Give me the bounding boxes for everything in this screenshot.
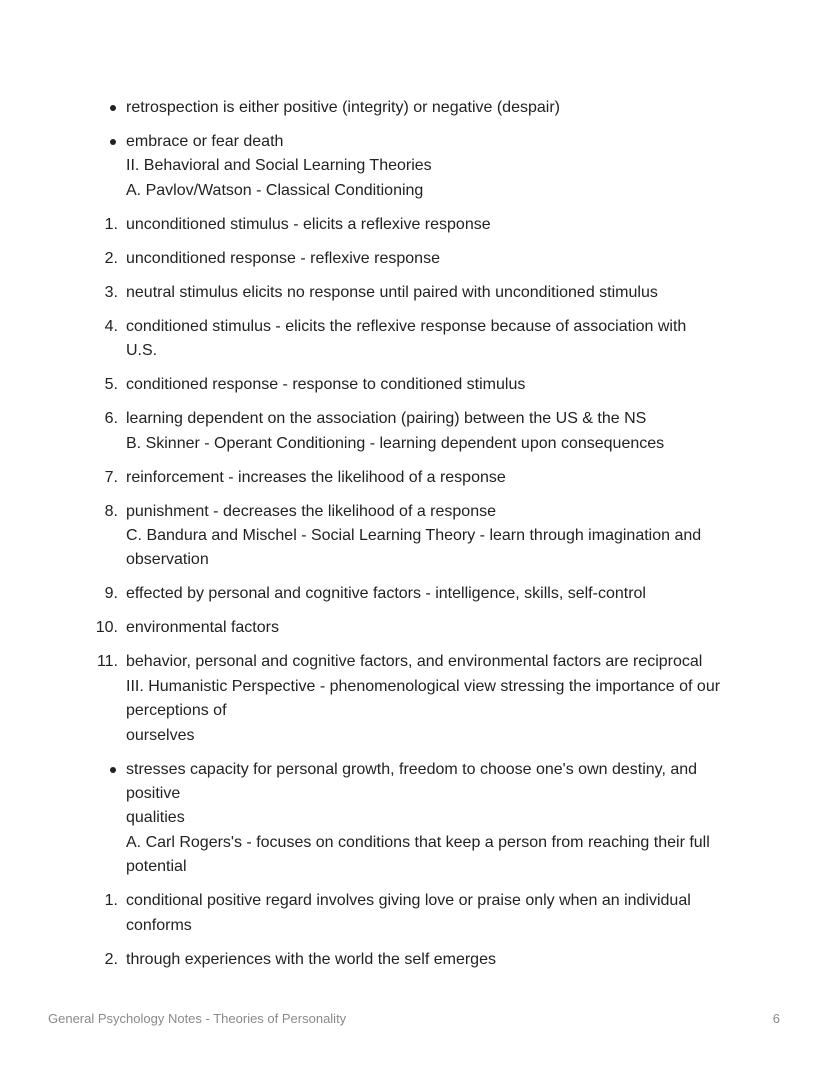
list-item	[0, 582, 828, 606]
list-item	[0, 96, 828, 120]
list-number: 11.	[96, 653, 118, 671]
list-item-text: unconditioned stimulus - elicits a reflexive response	[126, 215, 491, 233]
list-item	[0, 889, 828, 938]
list-item	[0, 616, 828, 640]
subsection-heading: A. Pavlov/Watson - Classical Conditioning	[126, 181, 424, 199]
list-item	[0, 373, 828, 397]
list-item-text: conditioned response - response to conditioned stimulus	[126, 376, 526, 394]
list-item	[0, 500, 828, 573]
list-item-text: unconditioned response - reflexive response	[126, 249, 440, 267]
list-number: 5.	[104, 376, 118, 394]
list-number: 1.	[104, 215, 118, 233]
list-number: 3.	[104, 283, 118, 301]
list-item	[0, 466, 828, 490]
list-number: 10.	[95, 619, 118, 637]
list-item-text: reinforcement - increases the likelihood of a response	[126, 468, 506, 486]
bullet-marker	[110, 767, 116, 773]
section-heading: II. Behavioral and Social Learning Theories	[126, 157, 432, 175]
list-number: 1.	[104, 892, 118, 910]
list-item-text: positive	[126, 785, 181, 803]
list-item-text: through experiences with the world the self emerges	[126, 950, 496, 968]
list-number: 2.	[104, 950, 118, 968]
list-item	[0, 948, 828, 972]
bullet-marker	[110, 139, 116, 145]
list-item-text: environmental factors	[126, 619, 279, 637]
notes-list	[0, 96, 828, 982]
list-number: 4.	[104, 317, 118, 335]
list-item	[0, 650, 828, 748]
list-item	[0, 315, 828, 364]
list-item-text: qualities	[126, 809, 185, 827]
list-item	[0, 130, 828, 203]
list-item-text: neutral stimulus elicits no response until paired with unconditioned stimulus	[126, 283, 658, 301]
list-item-text: conditioned stimulus - elicits the reflexive response because of association with	[126, 317, 687, 335]
list-item-text: stresses capacity for personal growth, freedom to choose one's own destiny, and	[126, 760, 698, 778]
list-number: 7.	[104, 468, 118, 486]
list-number: 9.	[104, 585, 118, 603]
list-item-text: effected by personal and cognitive factors - intelligence, skills, self-control	[126, 585, 646, 603]
footer-document-title: General Psychology Notes - Theories of Personality	[48, 1011, 347, 1026]
subsection-heading: A. Carl Rogers's - focuses on conditions that keep a person from reaching their full	[126, 833, 710, 851]
list-item-text: behavior, personal and cognitive factors, and environmental factors are reciprocal	[126, 653, 703, 671]
section-heading: III. Humanistic Perspective - phenomenological view stressing the importance of our	[126, 677, 721, 695]
list-item	[0, 281, 828, 305]
list-item-text: retrospection is either positive (integrity) or negative (despair)	[126, 99, 560, 116]
list-item-text: punishment - decreases the likelihood of a response	[126, 502, 496, 520]
list-item-text: U.S.	[126, 342, 158, 360]
list-item	[0, 758, 828, 880]
list-item	[0, 213, 828, 237]
list-item-text: learning dependent on the association (pairing) between the US & the NS	[126, 410, 647, 428]
bullet-marker	[110, 105, 116, 111]
list-number: 8.	[104, 502, 118, 520]
list-item-text: embrace or fear death	[126, 133, 284, 150]
list-number: 2.	[104, 249, 118, 267]
subsection-heading: B. Skinner - Operant Conditioning - learning dependent upon consequences	[126, 434, 665, 452]
list-item	[0, 247, 828, 271]
list-item-text: conforms	[126, 916, 192, 934]
list-item-text: conditional positive regard involves giving love or praise only when an individual	[126, 892, 691, 910]
subsection-heading: observation	[126, 551, 209, 569]
subsection-heading: C. Bandura and Mischel - Social Learning Theory - learn through imagination and	[126, 527, 702, 545]
section-heading: perceptions of	[126, 702, 227, 720]
page-number: 6	[772, 1011, 780, 1026]
list-number: 6.	[104, 410, 118, 428]
subsection-heading: potential	[126, 858, 187, 876]
list-item	[0, 407, 828, 456]
section-heading: ourselves	[126, 726, 195, 744]
